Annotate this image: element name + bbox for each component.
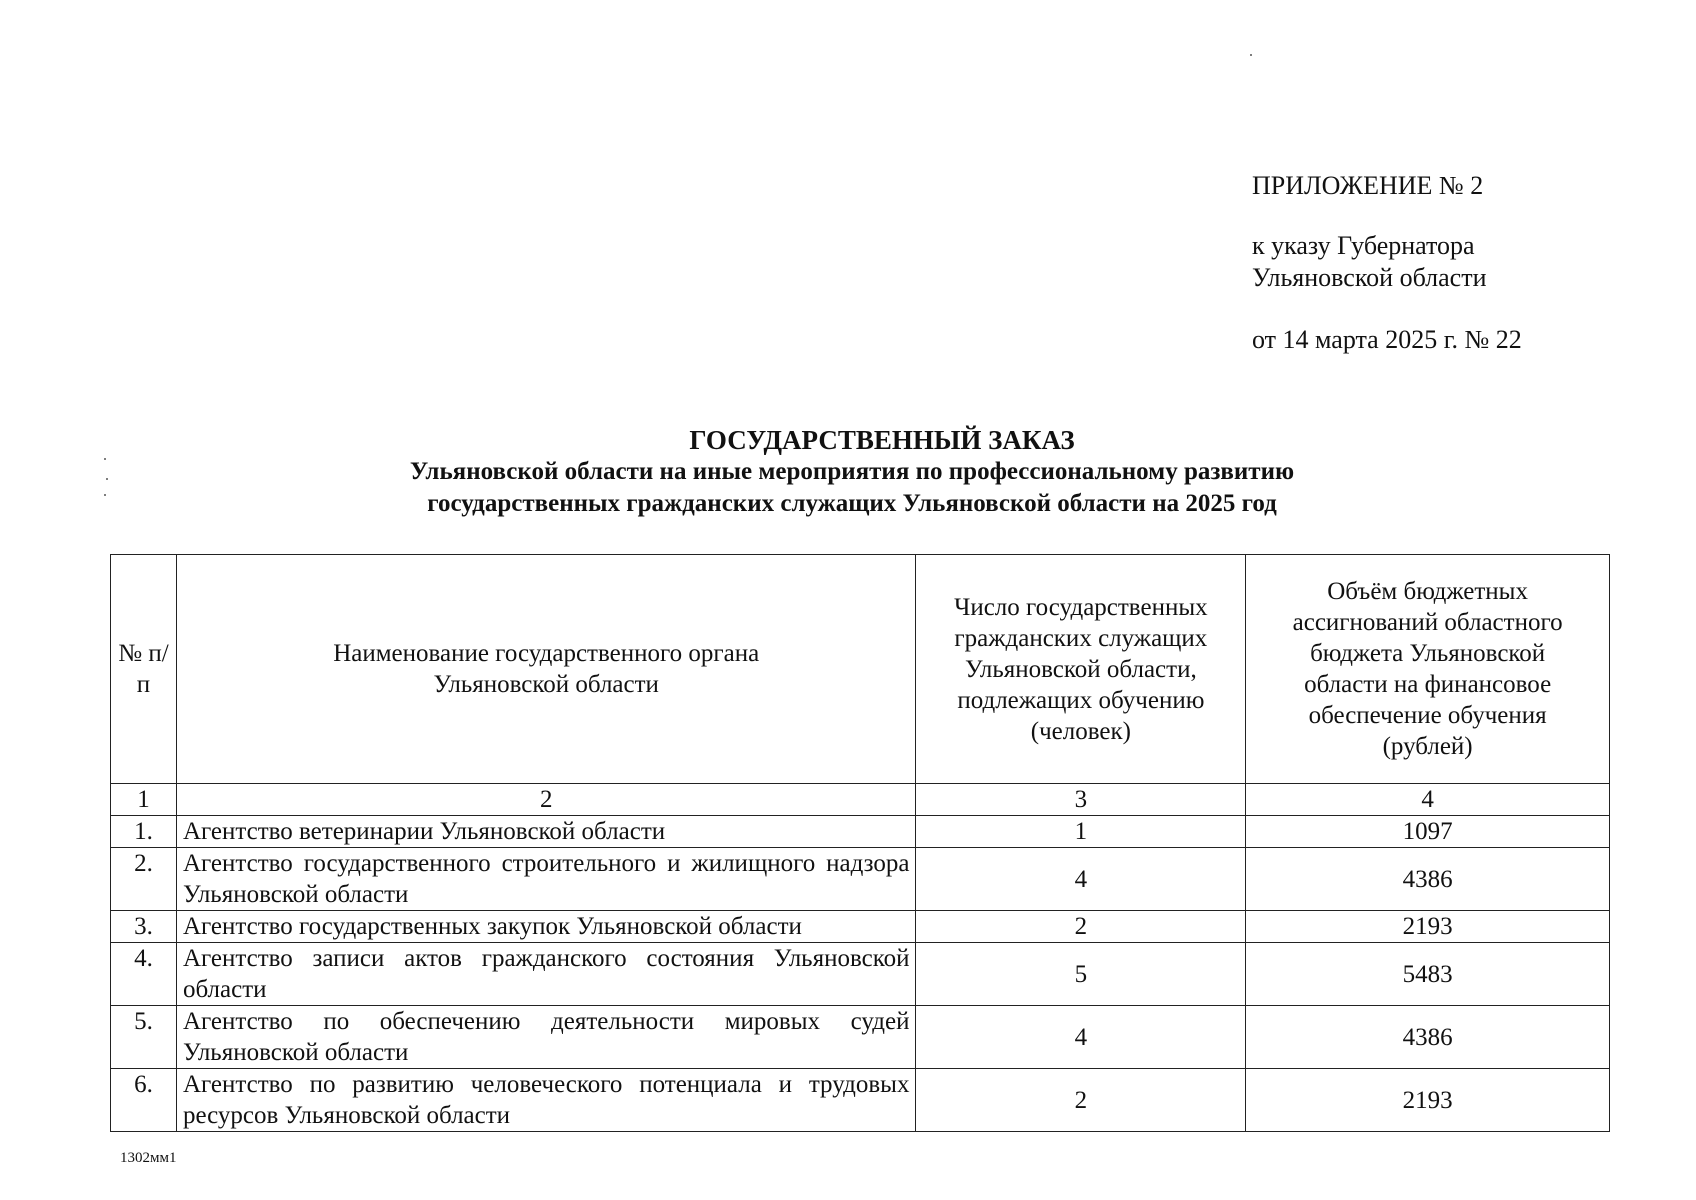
- budget-amount: 1097: [1246, 816, 1610, 848]
- agency-name: Агентство по развитию человеческого потенциала и трудовых ресурсов Ульяновской области: [176, 1069, 916, 1132]
- agency-name: Агентство записи актов гражданского состояния Ульяновской области: [176, 943, 916, 1006]
- row-number: 5.: [111, 1006, 177, 1069]
- budget-amount: 2193: [1246, 1069, 1610, 1132]
- column-number-2: 2: [176, 784, 916, 816]
- title-line-2: Ульяновской области на иные мероприятия по профессиональному развитию: [409, 458, 1295, 485]
- row-number: 6.: [111, 1069, 177, 1132]
- budget-amount: 5483: [1246, 943, 1610, 1006]
- column-number-1: 1: [111, 784, 177, 816]
- table-row: [111, 848, 1610, 911]
- header-number: № п/п: [111, 555, 177, 784]
- row-number: 3.: [111, 911, 177, 943]
- document-code: 1302мм1: [120, 1150, 177, 1166]
- scan-speck: [106, 478, 108, 480]
- row-number: 1.: [111, 816, 177, 848]
- state-order-table: [110, 554, 1610, 1132]
- agency-name: Агентство государственного строительного и жилищного надзора Ульяновской области: [176, 848, 916, 911]
- table-row: [111, 816, 1610, 848]
- employee-count: 1: [916, 816, 1246, 848]
- budget-amount: 4386: [1246, 1006, 1610, 1069]
- agency-name: Агентство по обеспечению деятельности мировых судей Ульяновской области: [176, 1006, 916, 1069]
- budget-amount: 4386: [1246, 848, 1610, 911]
- appendix-number: ПРИЛОЖЕНИЕ № 2: [1252, 171, 1484, 200]
- title-line-1: ГОСУДАРСТВЕННЫЙ ЗАКАЗ: [689, 425, 1075, 455]
- table-row: [111, 943, 1610, 1006]
- employee-count: 2: [916, 911, 1246, 943]
- employee-count: 5: [916, 943, 1246, 1006]
- table-row: [111, 1006, 1610, 1069]
- appendix-region-line: Ульяновской области: [1252, 263, 1487, 292]
- scan-speck: [1250, 54, 1252, 56]
- row-number: 2.: [111, 848, 177, 911]
- header-agency-name: Наименование государственного органа Ульяновской области: [176, 555, 916, 784]
- header-employee-count: Число государственных гражданских служащих Ульяновской области, подлежащих обучению (человек): [916, 555, 1246, 784]
- column-number-3: 3: [916, 784, 1246, 816]
- document-title: [0, 424, 1696, 520]
- table-row: [111, 1069, 1610, 1132]
- appendix-date: от 14 марта 2025 г. № 22: [1252, 325, 1522, 354]
- agency-name: Агентство ветеринарии Ульяновской области: [176, 816, 916, 848]
- employee-count: 2: [916, 1069, 1246, 1132]
- table-header-row: [111, 555, 1610, 784]
- budget-amount: 2193: [1246, 911, 1610, 943]
- title-line-3: государственных гражданских служащих Ульяновской области на 2025 год: [427, 490, 1277, 517]
- employee-count: 4: [916, 1006, 1246, 1069]
- table-column-numbers-row: [111, 784, 1610, 816]
- agency-name: Агентство государственных закупок Ульяновской области: [176, 911, 916, 943]
- appendix-header: [1252, 170, 1522, 356]
- row-number: 4.: [111, 943, 177, 1006]
- column-number-4: 4: [1246, 784, 1610, 816]
- table-row: [111, 911, 1610, 943]
- appendix-decree-line: к указу Губернатора: [1252, 231, 1475, 260]
- header-budget-amount: Объём бюджетных ассигнований областного бюджета Ульяновской области на финансовое обеспечение обучения (рублей): [1246, 555, 1610, 784]
- scan-speck: [104, 458, 106, 460]
- scan-speck: [104, 494, 106, 496]
- employee-count: 4: [916, 848, 1246, 911]
